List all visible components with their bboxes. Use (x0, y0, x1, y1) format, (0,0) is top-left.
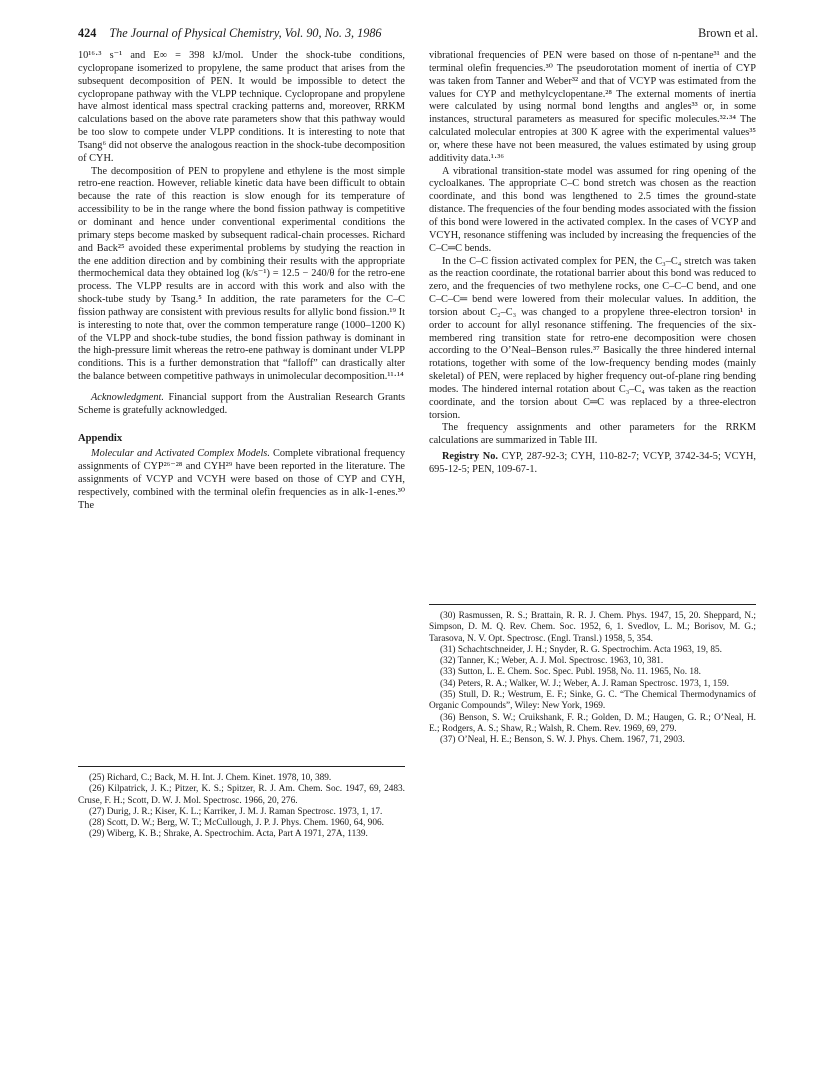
footnote-rule (78, 766, 405, 767)
body-paragraph: vibrational frequencies of PEN were based on those of n-pentane³¹ and the terminal olefin frequencies.³⁰ The pseudorotation moment of inertia of CYP was taken from Tanner and Weber³² and that of VCYP was estimated from the values for CYP and methylcyclopentane.²⁸ The external moments of inertia were calculated by using normal bond lengths and angles³³ or, in some instances, structural parameters as measured for specific molecules.³²·³⁴ The calculated molecular entropies at 300 K agree with the experimental values³⁵ or, where these have not been measured, the values estimated by using group additivity data.¹·³⁶ (429, 50, 756, 164)
reference-item: (32) Tanner, K.; Weber, A. J. Mol. Spectrosc. 1963, 10, 381. (440, 656, 664, 667)
body-paragraph: A vibrational transition-state model was assumed for ring opening of the cycloalkanes. The appropriate C–C bond stretch was chosen as the reaction coordinate, and this bond was lengthened to 2.5 times the ground-state distance. The frequencies of the four bending modes associated with the fission of this bond were lowered in the activated complex. In the cases of VCYP and VCYH, resonance stiffening was included by increasing the frequencies of the C–C═C bends. (429, 165, 756, 254)
reference-item: (31) Schachtschneider, J. H.; Snyder, R. G. Spectrochim. Acta 1963, 19, 85. (440, 644, 722, 655)
appendix-subhead: Molecular and Activated Complex Models. (91, 448, 270, 460)
left-column (78, 50, 405, 513)
registry-label: Registry No. (442, 451, 498, 463)
reference-item: (36) Benson, S. W.; Cruikshank, F. R.; Golden, D. M.; Haugen, G. R.; O’Neal, H. E.; Rodgers, A. S.; Shaw, R.; Walsh, R. Chem. Rev. 1969, 69, 279. (429, 712, 756, 734)
reference-item: (33) Sutton, L. E. Chem. Soc. Spec. Publ. 1958, No. 11. 1965, No. 18. (440, 667, 701, 678)
acknowledgment-label: Acknowledgment. (91, 391, 164, 403)
references-left-block (78, 758, 405, 841)
reference-item: (35) Stull, D. R.; Westrum, E. F.; Sinke, G. C. “The Chemical Thermodynamics of Organic Compounds”, Wiley: New York, 1969. (429, 690, 756, 712)
appendix-text: Complete vibrational frequency assignments of CYP²⁶⁻²⁸ and CYH²⁹ have been reported in the literature. The assignments of VCYP and VCYH were based on those of CYP and CYH, respectively, combined with the terminal olefin frequencies as in alk-1-enes.³⁰ The (78, 448, 405, 511)
reference-item: (25) Richard, C.; Back, M. H. Int. J. Chem. Kinet. 1978, 10, 389. (89, 773, 332, 783)
body-paragraph: The frequency assignments and other parameters for the RRKM calculations are summarized in Table III. (429, 422, 756, 447)
acknowledgment (78, 392, 405, 418)
footnote-rule (429, 604, 756, 605)
running-head (78, 26, 758, 44)
reference-item: (27) Durig, J. R.; Kiser, K. L.; Karriker, J. M. J. Raman Spectrosc. 1973, 1, 17. (89, 806, 383, 817)
appendix-heading: Appendix (78, 432, 123, 444)
page-number: 424 (78, 26, 97, 40)
body-paragraph: In the C–C fission activated complex for PEN, the C₃–C₄ stretch was taken as the reaction coordinate, the rotational barrier about this bond was reduced to zero, and the frequencies of two methylene rocks, one C–C–C bend, and one C–C–C═ bend were lowered from their molecular values. In addition, the torsion about C₂–C₃ was changed to a propylene three-electron torsion¹ in order to account for allyl resonance stiffening. The frequencies of the six-membered ring transition state for retro-ene decomposition were chosen according to the O’Neal–Benson rules.³⁷ Basically the three hindered internal rotations, together with some of the low-frequency bending modes (mainly skeletal) of PEN, were replaced by higher frequency out-of-plane ring bending modes. The hindered internal rotation about C₃–C₄ was taken as the reaction coordinate, and the torsion about C═C was replaced by a three-electron torsion. (429, 255, 756, 421)
reference-item: (30) Rasmussen, R. S.; Brattain, R. R. J. Chem. Phys. 1947, 15, 20. Sheppard, N.; Simpson, D. M. Q. Rev. Chem. Soc. 1952, 6, 1. Svedlov, L. M.; Borisov, M. G.; Tarasova, N. V. Opt. Spectrosc. (Engl. Transl.) 1958, 5, 354. (429, 611, 756, 644)
journal-citation: The Journal of Physical Chemistry, Vol. 90, No. 3, 1986 (109, 26, 382, 40)
reference-item: (29) Wiberg, K. B.; Shrake, A. Spectrochim. Acta, Part A 1971, 27A, 1139. (89, 829, 368, 840)
body-paragraph: The decomposition of PEN to propylene and ethylene is the most simple retro-ene reaction. However, reliable kinetic data have been difficult to obtain because the rate of this reaction is slow enough for its temperature of accessibility to be in the range where the bond fission pathway is competitive or dominant and hence under conventional experimental conditions the primary steps become masked by subsequent radical-chain processes. Richard and Back²⁵ avoided these experimental problems by studying the reaction in the ene addition direction and by combining their results with the appropriate thermochemical data they obtained log (k/s⁻¹) = 12.5 − 240/θ for the retro-ene process. The VLPP results are in accord with this work and also with the shock-tube study by Tsang.⁵ In addition, the rate parameters for the C–C fission pathway are consistent with previous results for allylic bond fission.¹⁹ It is interesting to note that, over the common temperature range (1000–1200 K) of the VLPP and shock-tube studies, the bond fission pathway is dominant in the high-pressure limit whereas the retro-ene pathway is dominant under VLPP conditions. This is a further demonstration that “falloff” can drastically alter the balance between competitive pathways in unimolecular decomposition.¹¹·¹⁴ (78, 165, 405, 383)
running-head-authors: Brown et al. (698, 26, 758, 40)
body-paragraph: 10¹⁶·³ s⁻¹ and E∞ = 398 kJ/mol. Under the shock-tube conditions, cyclopropane isomerized to propylene, the same product that arises from the subsequent decomposition of PEN. It would be impossible to detect the cyclopropane pathway with the VLPP technique. Cyclopropane and propylene have almost identical mass spectral cracking patterns and, moreover, RRKM calculations based on the above rate parameters show that this pathway would be too slow to compete under VLPP conditions. It is interesting to note that Tsang⁶ did not observe the analogous reaction in the shock-tube decomposition of CYH. (78, 50, 405, 164)
references-right-block (429, 596, 756, 747)
reference-item: (37) O’Neal, H. E.; Benson, S. W. J. Phys. Chem. 1967, 71, 2903. (440, 735, 685, 746)
reference-item: (28) Scott, D. W.; Berg, W. T.; McCullough, J. P. J. Phys. Chem. 1960, 64, 906. (89, 818, 384, 829)
right-column (429, 50, 756, 477)
registry-text: CYP, 287-92-3; CYH, 110-82-7; VCYP, 3742-34-5; VCYH, 695-12-5; PEN, 109-67-1. (429, 451, 756, 475)
acknowledgment-text: Financial support from the Australian Research Grants Scheme is gratefully acknowledged. (78, 391, 405, 416)
registry-numbers (429, 451, 756, 477)
reference-item: (34) Peters, R. A.; Walker, W. J.; Weber, A. J. Raman Spectrosc. 1973, 1, 159. (440, 678, 729, 689)
appendix-paragraph (78, 448, 405, 512)
reference-list-left (78, 773, 405, 841)
reference-list-right (429, 611, 756, 747)
reference-item: (26) Kilpatrick, J. K.; Pitzer, K. S.; Spitzer, R. J. Am. Chem. Soc. 1947, 69, 2483. Cruse, F. H.; Scott, D. W. J. Mol. Spectrosc. 1966, 20, 276. (78, 784, 405, 806)
